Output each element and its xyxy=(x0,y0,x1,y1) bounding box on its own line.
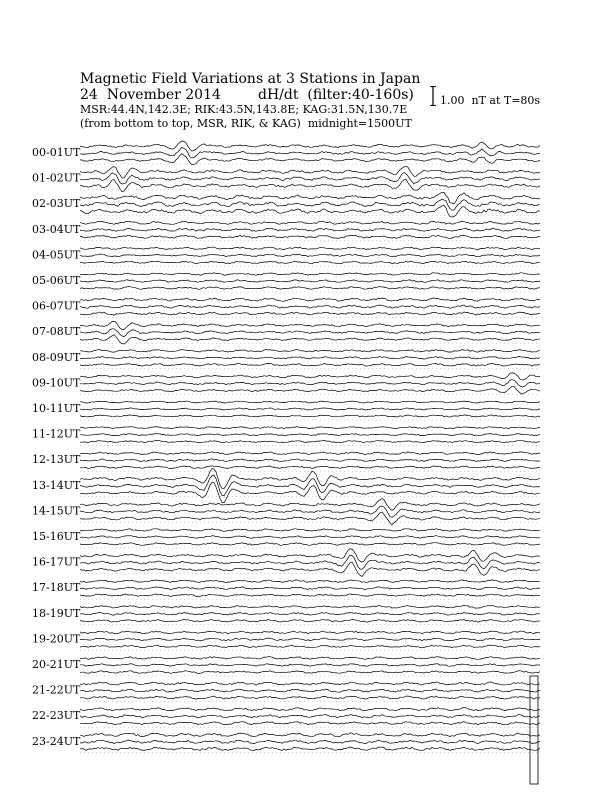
trace-msr-08-09ut xyxy=(80,363,540,366)
trace-rik-21-22ut xyxy=(80,689,540,692)
hour-label: 15-16UT xyxy=(32,530,81,543)
trace-kag-23-24ut xyxy=(80,733,540,737)
hour-label: 16-17UT xyxy=(32,555,81,569)
hour-label: 11-12UT xyxy=(32,427,81,441)
trace-kag-22-23ut xyxy=(80,708,540,711)
stack-order-note: (from bottom to top, MSR, RIK, & KAG) midnight=1500UT xyxy=(80,117,412,130)
hour-label: 05-06UT xyxy=(32,274,81,287)
trace-msr-12-13ut xyxy=(80,466,540,469)
trace-rik-04-05ut xyxy=(80,254,540,257)
trace-kag-06-07ut xyxy=(80,298,540,301)
hour-label: 06-07UT xyxy=(32,299,81,313)
trace-kag-12-13ut xyxy=(80,452,540,455)
chart-title: Magnetic Field Variations at 3 Stations in Japan xyxy=(80,71,421,87)
trace-kag-02-03ut xyxy=(80,192,540,203)
hour-label: 03-04UT xyxy=(32,222,81,236)
trace-rik-23-24ut xyxy=(80,740,540,744)
hour-label: 18-19UT xyxy=(32,606,81,620)
trace-msr-10-11ut xyxy=(80,415,540,417)
trace-kag-21-22ut xyxy=(80,682,540,685)
trace-msr-03-04ut xyxy=(80,235,540,238)
trace-rik-15-16ut xyxy=(80,536,540,539)
station-list: MSR:44.4N,142.3E; RIK:43.5N,143.8E; KAG:31.5N,130.7E xyxy=(80,103,408,116)
trace-rik-19-20ut xyxy=(80,638,540,641)
hour-label: 17-18UT xyxy=(32,581,81,595)
chart-mode: dH/dt (filter:40-160s) xyxy=(258,87,414,103)
trace-rik-00-01ut xyxy=(80,147,540,158)
trace-msr-18-19ut xyxy=(80,619,540,622)
trace-msr-19-20ut xyxy=(80,645,540,648)
trace-rik-09-10ut xyxy=(80,380,540,387)
trace-kag-15-16ut xyxy=(80,529,540,532)
trace-kag-18-19ut xyxy=(80,606,540,609)
trace-msr-17-18ut xyxy=(80,594,540,597)
trace-rik-07-08ut xyxy=(80,329,540,337)
trace-kag-09-10ut xyxy=(80,373,540,380)
trace-msr-16-17ut xyxy=(80,562,540,577)
trace-kag-07-08ut xyxy=(80,322,540,330)
trace-msr-14-15ut xyxy=(80,512,540,525)
trace-kag-17-18ut xyxy=(80,580,540,583)
trace-kag-05-06ut xyxy=(80,273,540,276)
trace-msr-06-07ut xyxy=(80,312,540,315)
trace-rik-12-13ut xyxy=(80,459,540,462)
hour-label: 21-22UT xyxy=(32,683,81,697)
trace-rik-20-21ut xyxy=(80,664,540,667)
trace-msr-07-08ut xyxy=(80,335,540,344)
trace-rik-18-19ut xyxy=(80,613,540,616)
trace-kag-16-17ut xyxy=(80,549,540,562)
hour-label: 07-08UT xyxy=(32,325,81,339)
trace-rik-01-02ut xyxy=(80,172,540,184)
trace-rik-02-03ut xyxy=(80,199,540,210)
trace-kag-01-02ut xyxy=(80,166,540,178)
trace-rik-03-04ut xyxy=(80,228,540,231)
hour-label: 09-10UT xyxy=(32,376,81,390)
trace-rik-17-18ut xyxy=(80,587,540,590)
hour-label: 22-23UT xyxy=(32,709,81,723)
trace-msr-04-05ut xyxy=(80,261,540,264)
hour-label: 02-03UT xyxy=(32,197,81,211)
trace-rik-06-07ut xyxy=(80,305,540,308)
trace-rik-05-06ut xyxy=(80,280,540,283)
hour-label: 04-05UT xyxy=(32,248,81,262)
hour-label: 01-02UT xyxy=(32,171,81,185)
hour-label: 14-15UT xyxy=(32,504,81,518)
hour-label: 23-24UT xyxy=(32,734,81,748)
trace-rik-08-09ut xyxy=(80,357,540,360)
trace-msr-20-21ut xyxy=(80,671,540,674)
trace-kag-04-05ut xyxy=(80,247,540,250)
trace-rik-16-17ut xyxy=(80,555,540,569)
trace-msr-22-23ut xyxy=(80,722,540,725)
trace-kag-20-21ut xyxy=(80,657,540,660)
scale-label: 1.00 nT at T=80s xyxy=(440,94,541,107)
trace-msr-15-16ut xyxy=(80,543,540,546)
hour-label: 10-11UT xyxy=(32,402,81,415)
trace-rik-10-11ut xyxy=(80,408,540,410)
trace-kag-14-15ut xyxy=(80,499,540,511)
trace-kag-10-11ut xyxy=(80,401,540,403)
hour-label: 20-21UT xyxy=(32,658,81,671)
hour-label: 08-09UT xyxy=(32,350,81,364)
hour-label: 19-20UT xyxy=(32,632,81,646)
hour-label: 12-13UT xyxy=(32,453,81,467)
trace-msr-09-10ut xyxy=(80,386,540,394)
trace-msr-21-22ut xyxy=(80,696,540,699)
trace-msr-01-02ut xyxy=(80,179,540,191)
trace-kag-00-01ut xyxy=(80,141,540,151)
trace-rik-14-15ut xyxy=(80,506,540,517)
hour-label: 13-14UT xyxy=(32,478,81,492)
trace-msr-05-06ut xyxy=(80,287,540,290)
trace-msr-00-01ut xyxy=(80,154,540,165)
trace-rik-11-12ut xyxy=(80,434,540,436)
trace-kag-08-09ut xyxy=(80,350,540,353)
trace-kag-11-12ut xyxy=(80,427,540,429)
chart-date: 24 November 2014 xyxy=(80,87,221,103)
trace-msr-23-24ut xyxy=(80,747,540,751)
hour-label: 00-01UT xyxy=(32,146,81,159)
trace-kag-19-20ut xyxy=(80,631,540,634)
trace-msr-11-12ut xyxy=(80,441,540,443)
trace-kag-03-04ut xyxy=(80,221,540,224)
trace-rik-22-23ut xyxy=(80,715,540,718)
